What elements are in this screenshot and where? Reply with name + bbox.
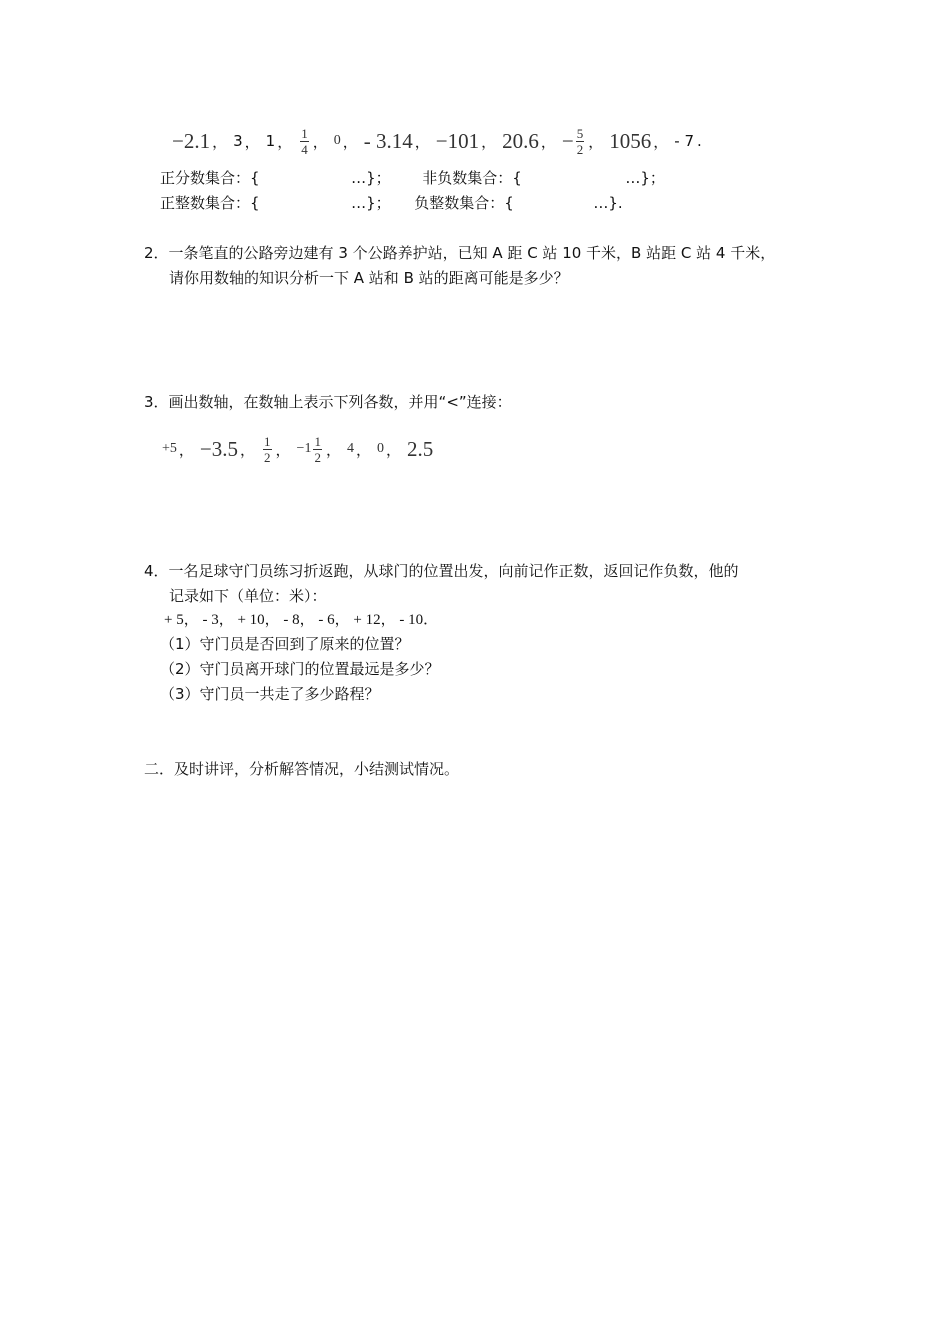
q1-fraction-one-quarter — [300, 127, 309, 156]
q1-num-neg101: −101 — [435, 128, 480, 153]
set-positive-fraction-label: 正分数集合：{ — [160, 169, 260, 187]
q3-num-neg1: −1 — [296, 441, 312, 456]
q3-number-row — [162, 427, 433, 471]
set-nonnegative-label: 非负数集合：{ — [422, 169, 522, 187]
q1-fraction-five-halves — [576, 127, 585, 156]
set-positive-integer-end: …}； — [351, 194, 391, 212]
q4-line1: 4．一名足球守门员练习折返跑，从球门的位置出发，向前记作正数，返回记作负数，他的 — [144, 562, 739, 580]
q1-num-neg2-1: −2.1 — [172, 128, 211, 153]
q1-num-1056: 1056 — [609, 128, 652, 153]
q2-line1: 2．一条笔直的公路旁边建有 3 个公路养护站，已知 A 距 C 站 10 千米，B 站距 C 站 4 千米， — [144, 244, 776, 262]
q3-fraction-one-half-mixed — [313, 435, 322, 464]
q3-num-4: 4 — [346, 441, 354, 456]
q3-line1: 3．画出数轴，在数轴上表示下列各数，并用“<”连接： — [144, 393, 512, 411]
set-positive-fraction-end: …}； — [351, 169, 391, 187]
q1-sep: ， — [277, 132, 293, 151]
fraction-numerator: 1 — [314, 433, 321, 449]
q1-num-neg3-14: - 3.14 — [363, 128, 413, 153]
q3-num-0: 0 — [376, 441, 384, 456]
section2-heading: 二．及时讲评，分析解答情况，小结测试情况。 — [144, 760, 460, 778]
fraction-numerator: 5 — [576, 125, 584, 141]
q3-sep: ， — [355, 440, 371, 459]
q1-sep: ， — [588, 132, 604, 151]
q1-sep: ， — [481, 132, 497, 151]
q1-sep: ， — [212, 132, 228, 151]
q1-sep: ， — [342, 132, 358, 151]
q1-sep: ， — [244, 132, 260, 151]
q1-sets-line2 — [160, 193, 623, 213]
q1-sep: ， — [653, 132, 669, 151]
q3-num-plus5: +5 — [162, 441, 177, 456]
q3-num-neg3-5: −3.5 — [199, 436, 239, 461]
set-negative-integer-end: …}. — [593, 194, 623, 212]
q1-num-20-6: 20.6 — [502, 128, 539, 153]
fraction-denominator: 2 — [264, 449, 271, 465]
fraction-denominator: 2 — [576, 141, 584, 157]
q1-num-0: 0 — [333, 133, 341, 148]
q1-sep: ， — [414, 132, 430, 151]
q1-sets-line1 — [160, 168, 665, 188]
set-nonnegative-end: …}； — [625, 169, 665, 187]
q3-num-2-5: 2.5 — [407, 436, 434, 461]
q1-number-row — [172, 118, 702, 164]
q3-fraction-one-half — [263, 435, 272, 464]
q3-sep: ， — [385, 440, 401, 459]
q3-sep: ， — [325, 440, 341, 459]
set-positive-integer-label: 正整数集合：{ — [160, 194, 260, 212]
q1-num-neg7: - 7 — [674, 132, 695, 150]
q3-sep: ， — [275, 440, 291, 459]
q1-end-dot: . — [697, 132, 702, 150]
q4-records: + 5， - 3， + 10， - 8， - 6， + 12， - 10． — [164, 612, 439, 628]
q1-num-1: 1 — [265, 132, 276, 150]
fraction-numerator: 1 — [264, 433, 271, 449]
fraction-denominator: 2 — [314, 449, 321, 465]
q3-sep: ， — [178, 440, 194, 459]
q1-sep: ， — [540, 132, 556, 151]
q4-sub2: （2）守门员离开球门的位置最远是多少？ — [160, 660, 440, 678]
q4-sub1: （1）守门员是否回到了原来的位置？ — [160, 635, 410, 653]
set-negative-integer-label: 负整数集合：{ — [414, 194, 514, 212]
q4-sub3: （3）守门员一共走了多少路程？ — [160, 685, 380, 703]
q2-line2: 请你用数轴的知识分析一下 A 站和 B 站的距离可能是多少？ — [169, 269, 569, 287]
q3-sep: ， — [240, 440, 256, 459]
fraction-denominator: 4 — [301, 141, 308, 157]
q4-line2: 记录如下（单位：米）： — [169, 587, 327, 605]
fraction-numerator: 1 — [301, 125, 308, 141]
q1-minus-sign: − — [561, 128, 574, 153]
q1-num-3: 3 — [233, 132, 243, 150]
q1-sep: ， — [312, 132, 328, 151]
